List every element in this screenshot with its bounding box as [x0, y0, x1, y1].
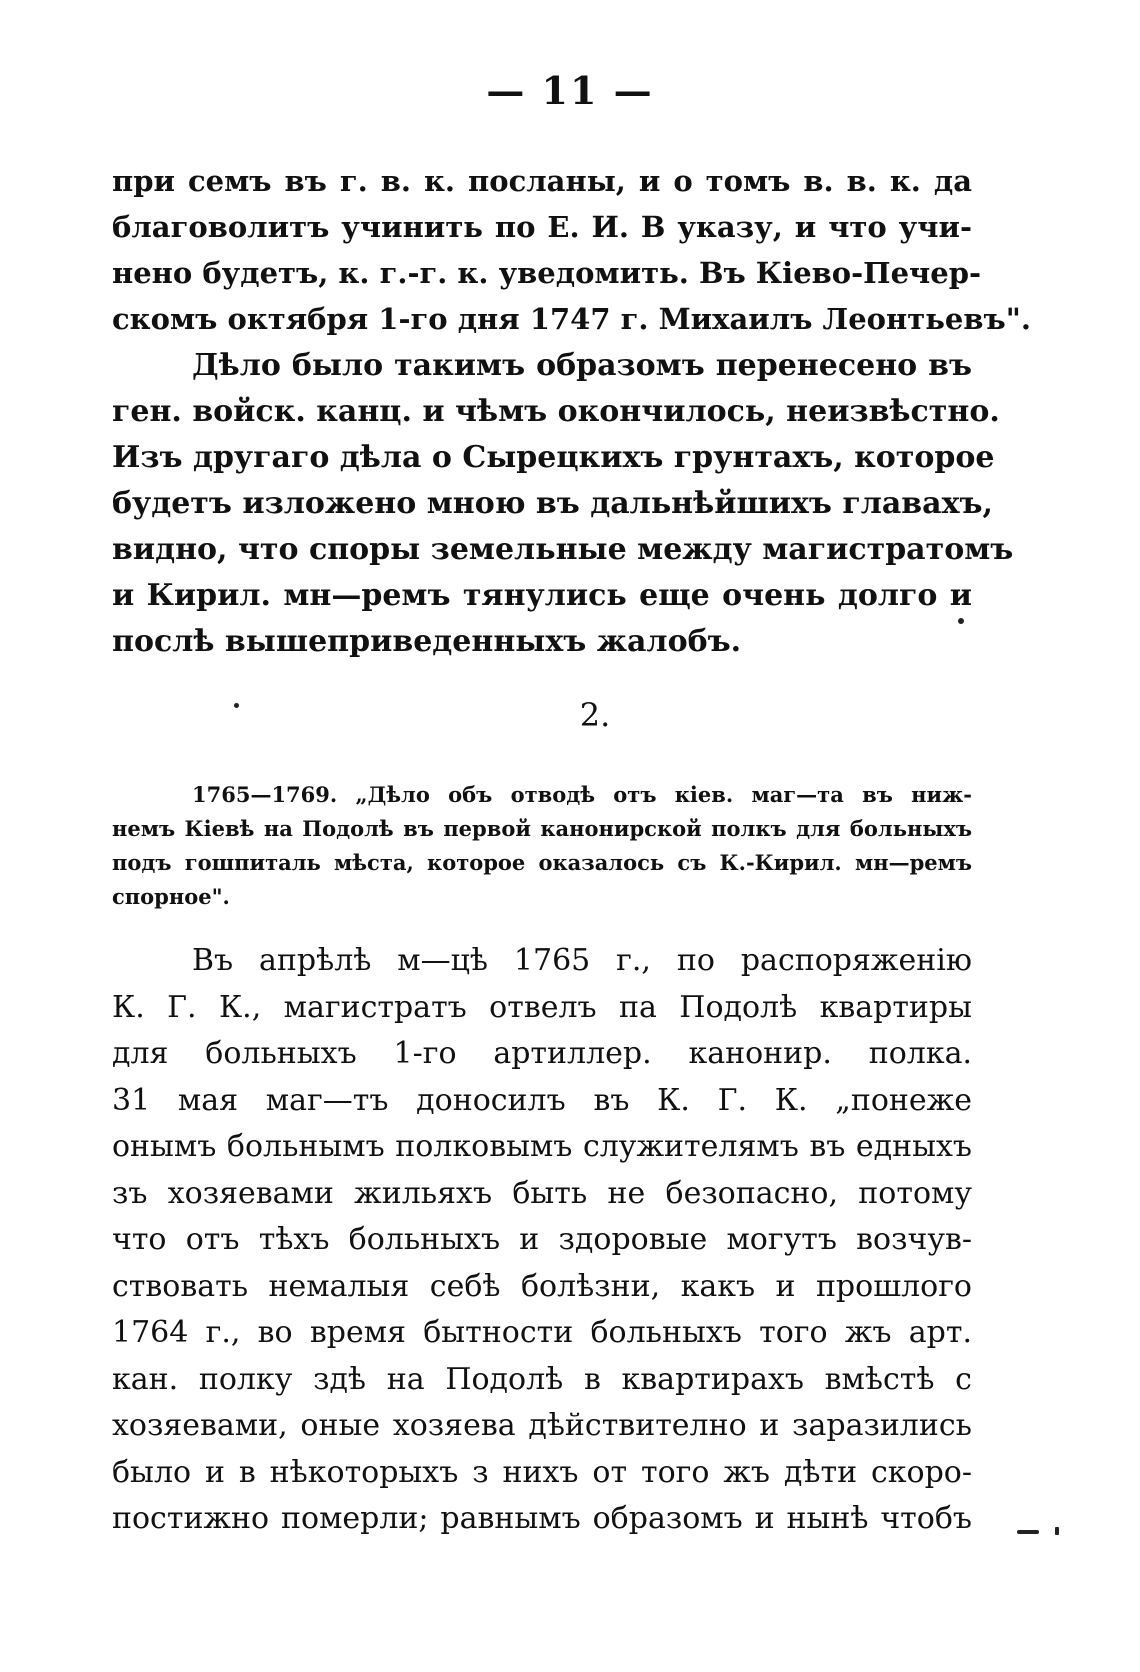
text-line: хозяевами, оные хозяева дѣйствително и заразились — [112, 1408, 972, 1443]
text-line: К. Г. К., магистратъ отвелъ па Подолѣ квартиры — [112, 989, 972, 1025]
text-line: видно, что споры земельные между магистратомъ — [112, 532, 1014, 567]
text-line: ген. войск. канц. и чѣмъ окончилось, неизвѣстно. — [112, 394, 1000, 429]
text-line: скомъ октября 1-го дня 1747 г. Михаилъ Леонтьевъ". — [112, 302, 1031, 336]
text-line: 31 мая маг—тъ доносилъ въ К. Г. К. „понеже — [112, 1082, 972, 1118]
text-line: будетъ изложено мною въ дальнѣйшихъ главахъ, — [112, 486, 993, 521]
print-speck — [958, 618, 964, 624]
print-speck — [1017, 1530, 1039, 1534]
print-speck — [1055, 1527, 1059, 1535]
text-line: ствовать немалыя себѣ болѣзни, какъ и прошлого — [112, 1268, 972, 1304]
text-line: зъ хозяевами жильяхъ быть не безопасно, потому — [112, 1175, 972, 1211]
paragraph — [112, 343, 1014, 665]
heading-line: 1765—1769. „Дѣло объ отводѣ отъ кіев. маг—та въ ниж- — [192, 782, 972, 807]
text-line: онымъ больнымъ полковымъ служителямъ въ едныхъ — [112, 1129, 972, 1164]
print-speck — [234, 703, 239, 708]
text-line: было и в нѣкоторыхъ з нихъ от того жъ дѣти скоро- — [112, 1454, 972, 1490]
text-line: и Кирил. мн—ремъ тянулись еще очень долго и — [112, 578, 972, 613]
heading-line: немъ Кіевѣ на Подолѣ въ первой канонирской полкъ для больныхъ — [112, 816, 972, 841]
section-heading — [112, 778, 972, 914]
section-number: 2. — [579, 696, 611, 734]
text-line: постижно померли; равнымъ образомъ и нынѣ чтобъ — [112, 1501, 972, 1536]
text-line: благоволитъ учинить по Е. И. В указу, и что учи- — [112, 210, 972, 244]
text-line: что отъ тѣхъ больныхъ и здоровые могутъ возчув- — [112, 1222, 972, 1257]
text-line: Въ апрѣлѣ м—цѣ 1765 г., по распоряженію — [192, 943, 972, 978]
page-number: — 11 — — [486, 68, 654, 113]
heading-line: спорное". — [112, 884, 230, 909]
text-line: 1764 г., во время бытности больныхъ того жъ арт. — [112, 1315, 972, 1350]
continued-text — [112, 158, 1031, 342]
text-line: при семъ въ г. в. к. посланы, и о томъ в. в. к. да — [112, 164, 972, 198]
text-line: Изъ другаго дѣла о Сырецкихъ грунтахъ, которое — [112, 440, 995, 475]
text-line: послѣ вышеприведенныхъ жалобъ. — [112, 624, 742, 659]
text-line: для больныхъ 1-го артиллер. канонир. полка. — [112, 1036, 972, 1071]
heading-line: подъ гошпиталь мѣста, которое оказалось съ К.-Кирил. мн—ремъ — [112, 850, 972, 875]
text-line: Дѣло было такимъ образомъ перенесено въ — [192, 348, 972, 383]
text-line: нено будетъ, к. г.-г. к. уведомить. Въ Кіево-Печер- — [112, 256, 982, 290]
text-line: кан. полку здѣ на Подолѣ в квартирахъ вмѣстѣ с — [112, 1361, 972, 1397]
body-paragraph — [112, 938, 972, 1543]
